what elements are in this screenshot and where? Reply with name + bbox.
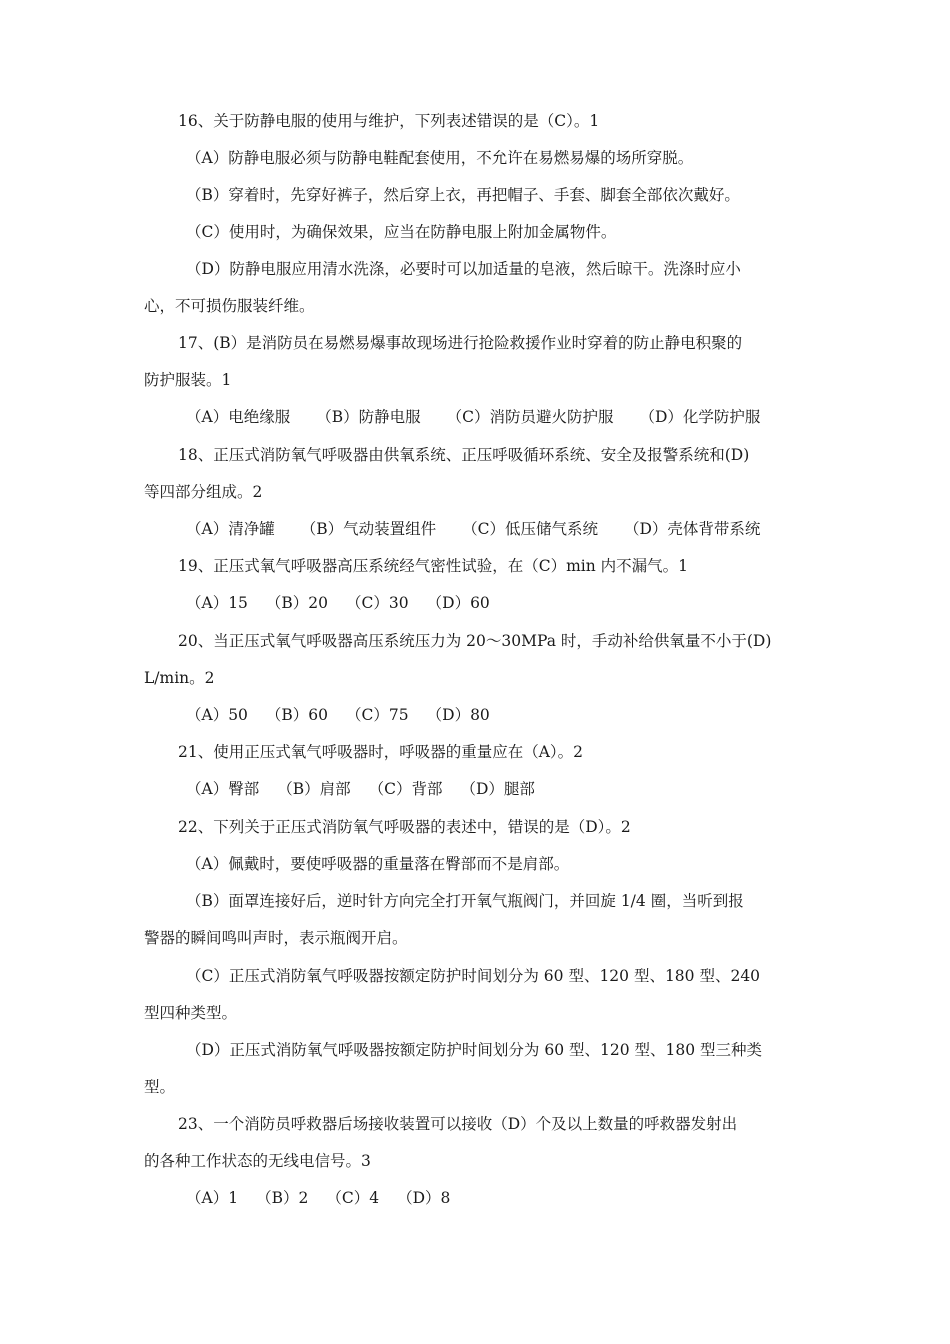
question-16: 16、关于防静电服的使用与维护，下列表述错误的是（C）。1 — [178, 112, 600, 130]
q17-option-d: （D）化学防护服 — [639, 408, 761, 426]
q22-option-a: （A）佩戴时，要使呼吸器的重量落在臀部而不是肩部。 — [186, 855, 570, 873]
q23-options — [144, 1186, 808, 1210]
q16-option-b: （B）穿着时，先穿好裤子，然后穿上衣，再把帽子、手套、脚套全部依次戴好。 — [186, 186, 740, 204]
q17-option-b: （B）防静电服 — [316, 408, 421, 426]
question-20: 20、当正压式氧气呼吸器高压系统压力为 20～30MPa 时，手动补给供氧量不小于(D) — [178, 632, 772, 650]
q20-options — [144, 703, 808, 727]
q23-option-b: （B）2 — [256, 1189, 309, 1207]
q21-option-a: （A）臀部 — [186, 780, 260, 798]
q20-option-a: （A）50 — [186, 706, 248, 724]
q16-option-d: （D）防静电服应用清水洗涤，必要时可以加适量的皂液，然后晾干。洗涤时应小 — [186, 260, 741, 278]
q17-options — [144, 405, 808, 429]
question-23-cont: 的各种工作状态的无线电信号。3 — [144, 1152, 371, 1170]
question-23: 23、一个消防员呼救器后场接收装置可以接收（D）个及以上数量的呼救器发射出 — [178, 1115, 738, 1133]
q22-option-c: （C）正压式消防氧气呼吸器按额定防护时间划分为 60 型、120 型、180 型、240 — [186, 967, 761, 985]
q17-option-a: （A）电绝缘服 — [186, 408, 291, 426]
question-19: 19、正压式氧气呼吸器高压系统经气密性试验，在（C）min 内不漏气。1 — [178, 557, 689, 575]
q21-option-c: （C）背部 — [368, 780, 443, 798]
q19-options — [144, 591, 808, 615]
q19-option-a: （A）15 — [186, 594, 248, 612]
q20-option-b: （B）60 — [265, 706, 329, 724]
q18-option-b: （B）气动装置组件 — [300, 520, 437, 538]
q22-option-d: （D）正压式消防氧气呼吸器按额定防护时间划分为 60 型、120 型、180 型三种类 — [186, 1041, 763, 1059]
question-18: 18、正压式消防氧气呼吸器由供氧系统、正压呼吸循环系统、安全及报警系统和(D) — [178, 446, 750, 464]
q16-option-a: （A）防静电服必须与防静电鞋配套使用，不允许在易燃易爆的场所穿脱。 — [186, 149, 694, 167]
q18-options — [144, 517, 808, 541]
q16-option-c: （C）使用时，为确保效果，应当在防静电服上附加金属物件。 — [186, 223, 617, 241]
q21-options — [144, 777, 808, 801]
question-21: 21、使用正压式氧气呼吸器时，呼吸器的重量应在（A）。2 — [178, 743, 584, 761]
q23-option-a: （A）1 — [186, 1189, 239, 1207]
q23-option-c: （C）4 — [326, 1189, 380, 1207]
q22-option-b-cont: 警器的瞬间鸣叫声时，表示瓶阀开启。 — [144, 929, 408, 947]
question-20-cont: L/min。2 — [144, 669, 215, 687]
q20-option-c: （C）75 — [346, 706, 409, 724]
q22-option-c-cont: 型四种类型。 — [144, 1004, 238, 1022]
q20-option-d: （D）80 — [426, 706, 490, 724]
q18-option-c: （C）低压储气系统 — [462, 520, 598, 538]
q21-option-d: （D）腿部 — [460, 780, 535, 798]
q18-option-d: （D）壳体背带系统 — [623, 520, 761, 538]
question-17: 17、(B）是消防员在易燃易爆事故现场进行抢险救援作业时穿着的防止静电积聚的 — [178, 334, 743, 352]
q19-option-d: （D）60 — [426, 594, 490, 612]
question-22: 22、下列关于正压式消防氧气呼吸器的表述中，错误的是（D）。2 — [178, 818, 631, 836]
q17-option-c: （C）消防员避火防护服 — [446, 408, 614, 426]
q22-option-b: （B）面罩连接好后，逆时针方向完全打开氧气瓶阀门，并回旋 1/4 圈，当听到报 — [186, 892, 744, 910]
q19-option-c: （C）30 — [346, 594, 409, 612]
q21-option-b: （B）肩部 — [277, 780, 351, 798]
question-17-cont: 防护服装。1 — [144, 371, 232, 389]
q23-option-d: （D）8 — [397, 1189, 451, 1207]
question-18-cont: 等四部分组成。2 — [144, 483, 263, 501]
q19-option-b: （B）20 — [265, 594, 329, 612]
q22-option-d-cont: 型。 — [144, 1078, 176, 1096]
q16-option-d-cont: 心，不可损伤服装纤维。 — [144, 297, 315, 315]
q18-option-a: （A）清净罐 — [186, 520, 275, 538]
